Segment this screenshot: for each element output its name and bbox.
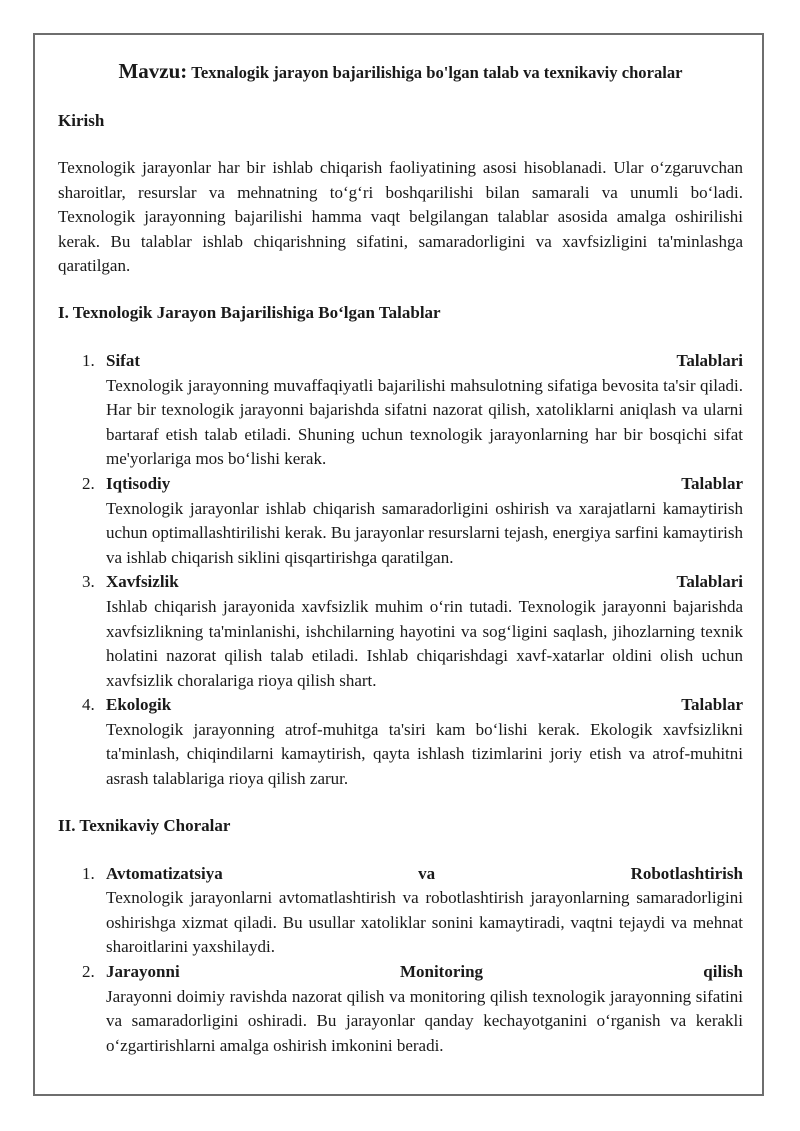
- title-lead: Mavzu:: [118, 59, 188, 83]
- section-1-heading: I. Texnologik Jarayon Bajarilishiga Bo‘lgan Talablar: [58, 302, 441, 322]
- list-item: [58, 472, 743, 570]
- section-2-list: [58, 862, 743, 1059]
- intro-heading: Kirish: [58, 111, 105, 130]
- item-heading-word: Talablar: [681, 695, 743, 715]
- intro-paragraph: Texnologik jarayonlar har bir ishlab chiqarish faoliyatining asosi hisoblanadi. Ular o‘zgaruvchan sharoitlar, resurslar va mehnatning to‘g‘ri boshqarilishi bilan samarali va unumli bo‘ladi. Texnologik jarayonning bajarilishi hamma vaqt belgilangan talablar asosida amalga oshirilishi kerak. Bu talablar ishlab chiqarishning sifatini, samaradorligini va xavfsizligini ta'minlashga qaratilgan.: [58, 158, 743, 276]
- item-heading-word: Iqtisodiy: [106, 473, 171, 493]
- item-heading: [106, 693, 743, 718]
- item-text: Texnologik jarayonlarni avtomatlashtirish va robotlashtirish jarayonlarning samaradorligini oshirishga xizmat qiladi. Bu usullar xatoliklar sonini kamaytiradi, vaqtni tejaydi va mehnat sharoitlarini yaxshilaydi.: [106, 888, 743, 957]
- item-heading: [106, 960, 743, 985]
- item-number: 1.: [82, 863, 95, 883]
- item-number: 2.: [82, 473, 95, 493]
- section-2-heading: II. Texnikaviy Choralar: [58, 815, 231, 835]
- item-heading-word: Talablari: [676, 350, 743, 370]
- item-heading: [106, 570, 743, 595]
- document-title: [58, 58, 743, 87]
- item-heading-word: Jarayonni: [106, 962, 180, 982]
- item-heading-word: Xavfsizlik: [106, 572, 179, 592]
- item-heading-word: va: [418, 863, 436, 883]
- list-item: [58, 570, 743, 693]
- item-heading: [106, 472, 743, 497]
- item-text: Jarayonni doimiy ravishda nazorat qilish va monitoring qilish texnologik jarayonning sifatini va samaradorligini oshiradi. Bu jarayonlar qanday kechayotganini o‘rganish va kerakli o‘zgartirishlarni amalga oshirish imkonini beradi.: [106, 986, 743, 1055]
- item-heading-word: qilish: [703, 962, 743, 982]
- list-item: [58, 693, 743, 791]
- item-heading: [106, 349, 743, 374]
- item-heading-word: Talablari: [676, 572, 743, 592]
- item-heading-word: Sifat: [106, 350, 140, 370]
- item-text: Ishlab chiqarish jarayonida xavfsizlik muhim o‘rin tutadi. Texnologik jarayonni bajarishda xavfsizlikning ta'minlanishi, ishchilarning hayotini va sog‘ligini saqlash, jihozlarning texnik holatini nazorat qilish talab etiladi. Ishlab chiqarishdagi xavf-xatarlar oldini olish uchun xavfsizlik choralariga rioya qilish shart.: [106, 596, 743, 690]
- item-heading-word: Robotlashtirish: [630, 863, 743, 883]
- item-heading-word: Talablar: [681, 473, 743, 493]
- item-heading-word: Avtomatizatsiya: [106, 863, 223, 883]
- item-text: Texnologik jarayonlar ishlab chiqarish samaradorligini oshirish va xarajatlarni kamaytirish uchun optimallashtirilishi kerak. Bu jarayonlar resurslarni tejash, energiya sarfini kamaytirish va ishlab chiqarish siklini qisqartirishga qaratilgan.: [106, 498, 743, 567]
- item-text: Texnologik jarayonning atrof-muhitga ta'siri kam bo‘lishi kerak. Ekologik xavfsizlikni ta'minlash, chiqindilarni kamaytirish, qayta ishlash tizimlarini joriy etish va atrof-muhitni asrash talablariga rioya qilish zarur.: [106, 719, 743, 789]
- item-heading: [106, 862, 743, 887]
- item-heading-word: Ekologik: [106, 695, 172, 715]
- section-1-list: [58, 349, 743, 792]
- list-item: [58, 960, 743, 1058]
- list-item: [58, 349, 743, 472]
- title-text: Texnalogik jarayon bajarilishiga bo'lgan talab va texnikaviy choralar: [191, 63, 683, 82]
- item-heading-word: Monitoring: [399, 962, 484, 982]
- item-number: 4.: [82, 695, 95, 715]
- item-number: 2.: [82, 962, 95, 982]
- document-body: [58, 58, 743, 1058]
- item-number: 3.: [82, 572, 95, 592]
- list-item: [58, 862, 743, 960]
- item-text: Texnologik jarayonning muvaffaqiyatli bajarilishi mahsulotning sifatiga bevosita ta'sir qiladi. Har bir texnologik jarayonni bajarishda sifatni nazorat qilish, xatoliklarni aniqlash va ularni bartaraf etish talab etiladi. Shuning uchun texnologik jarayonlarning har bir bosqichi sifat me'yorlariga mos bo‘lishi kerak.: [106, 375, 743, 469]
- item-number: 1.: [82, 350, 95, 370]
